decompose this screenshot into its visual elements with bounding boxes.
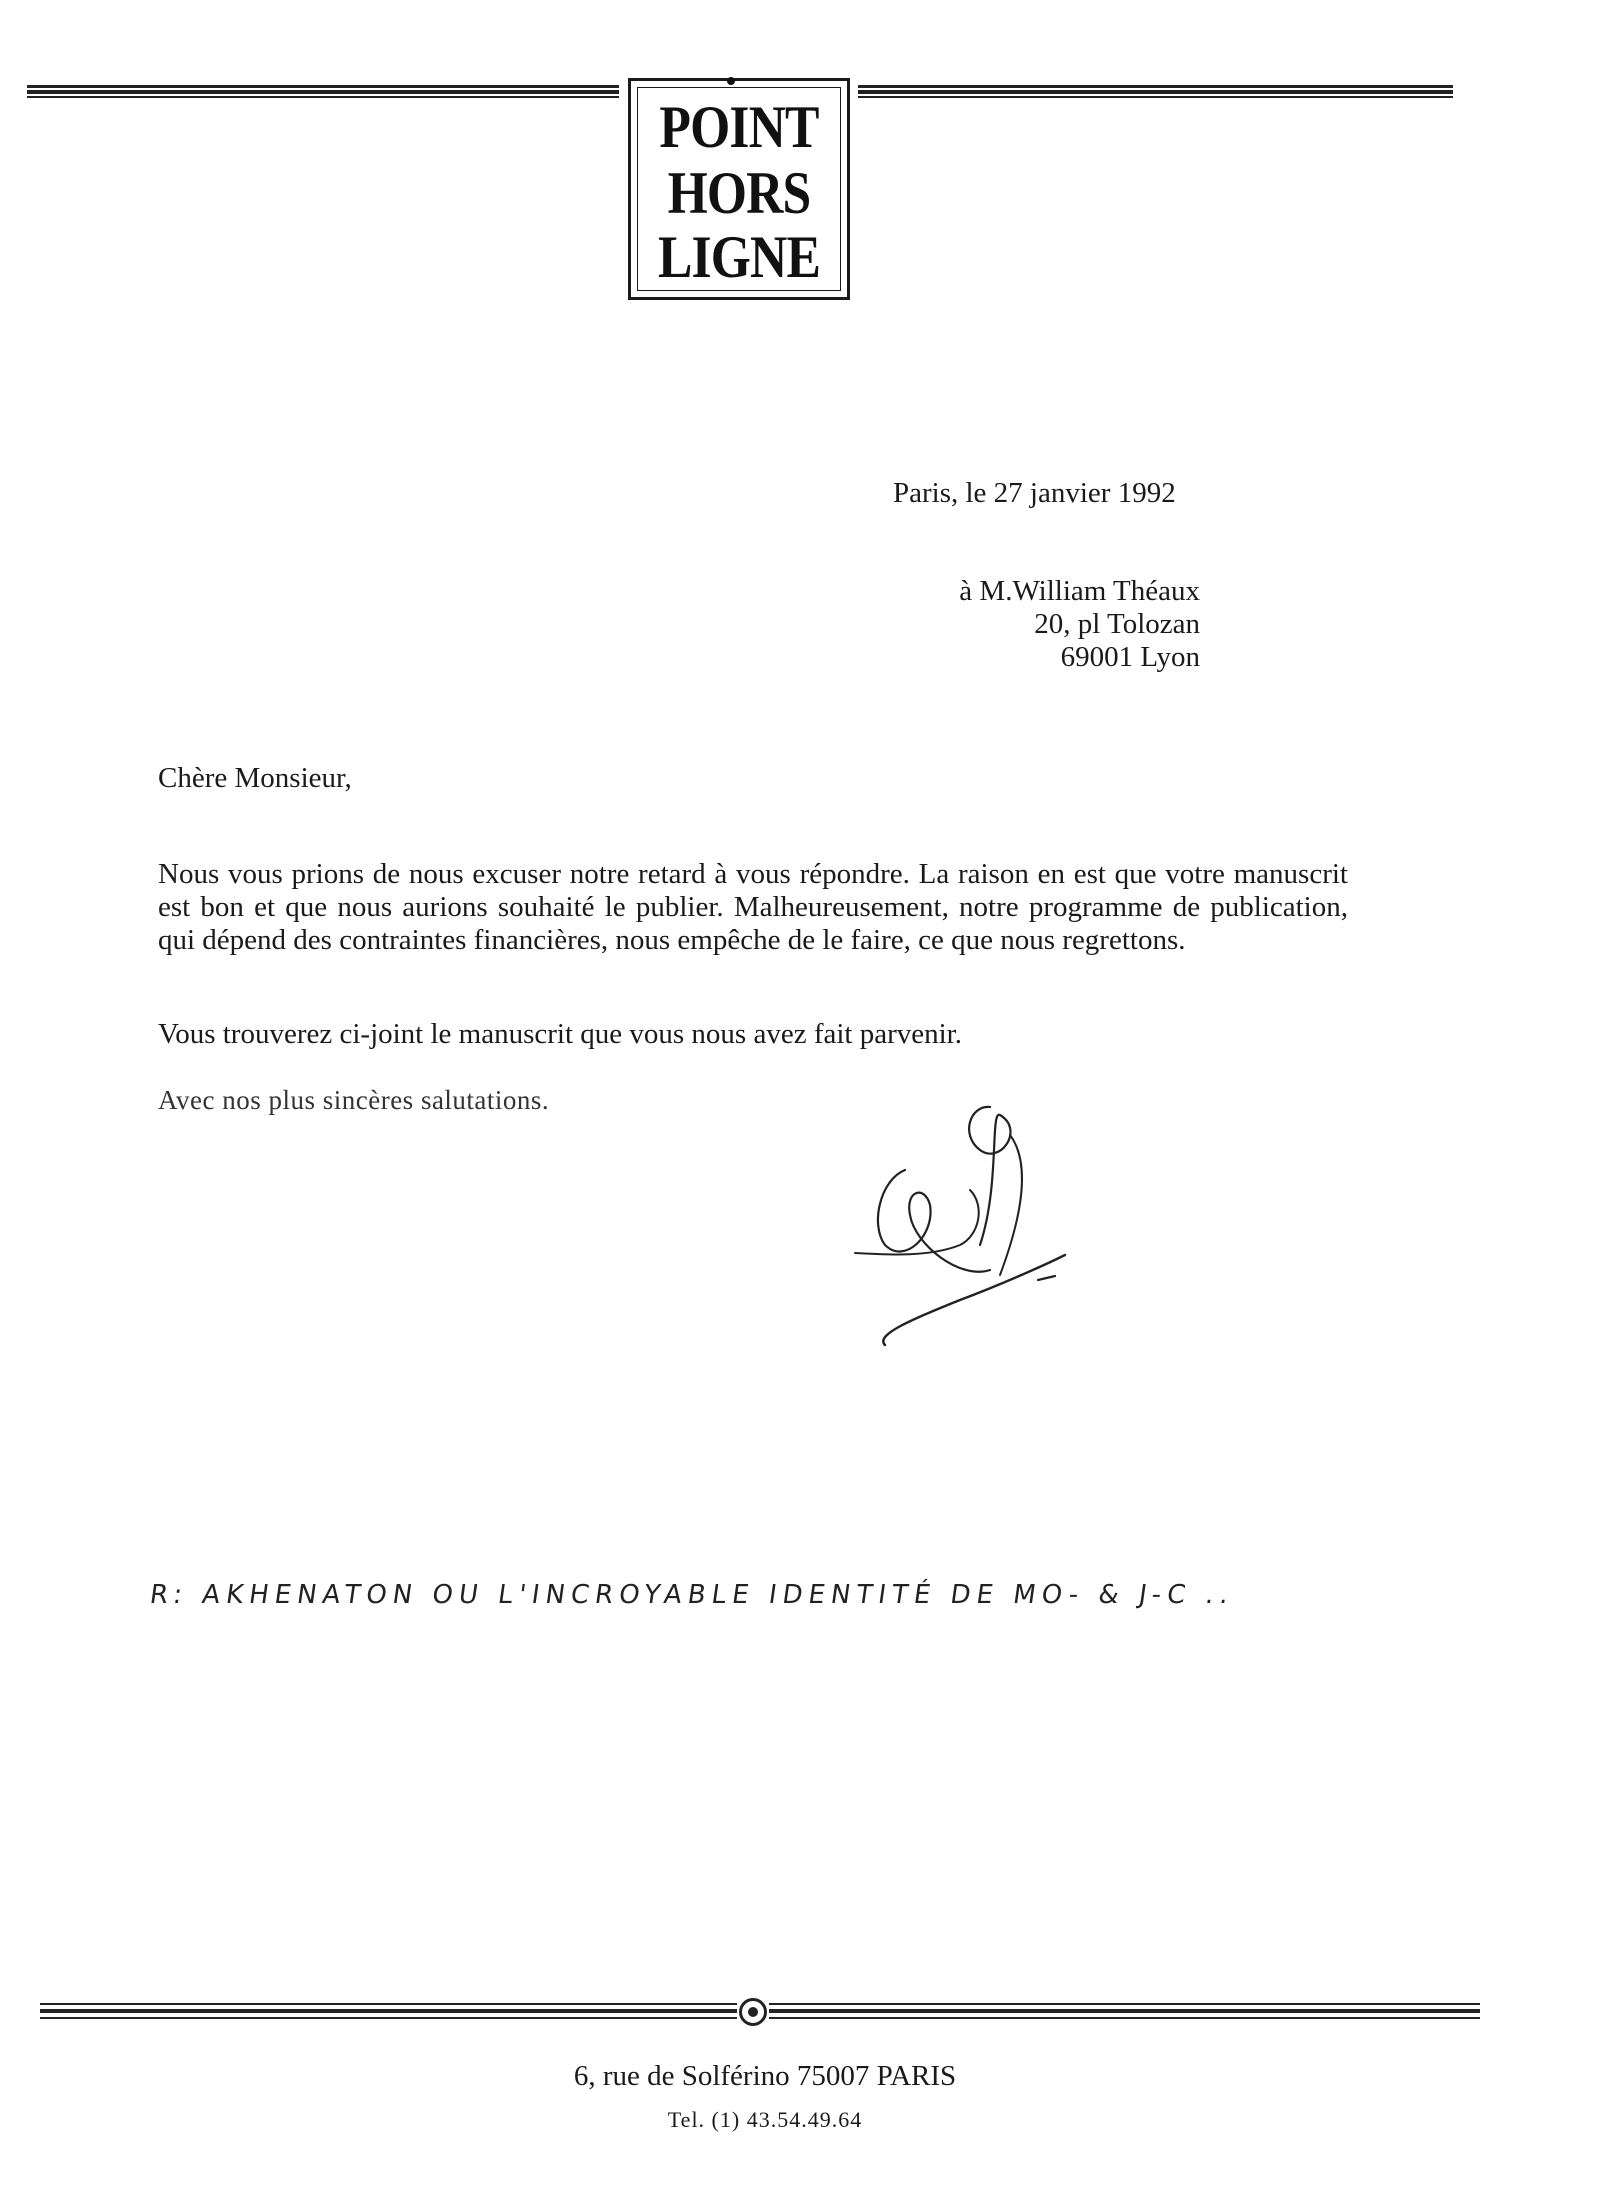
recipient-street: 20, pl Tolozan	[1034, 608, 1200, 640]
footer-telephone: Tel. (1) 43.54.49.64	[667, 2107, 863, 2132]
letter-date: Paris, le 27 janvier 1992	[893, 477, 1176, 509]
logo-word-point: POINT	[659, 94, 819, 160]
publisher-logo	[628, 78, 850, 300]
body-paragraph-2: Vous trouverez ci-joint le manuscrit que vous nous avez fait parvenir.	[158, 1018, 962, 1050]
header-rule-right	[858, 85, 1453, 98]
footer-rule-right	[769, 2003, 1480, 2020]
signature	[850, 1095, 1090, 1355]
body-paragraph-1: Nous vous prions de nous excuser notre retard à vous répondre. La raison en est que votre manuscrit est bon et que nous aurions souhaité le publier. Malheureusement, notre programme de publication, qui dépend des contraintes financières, nous empêche de le faire, ce que nous regrettons.	[158, 858, 1348, 956]
closing-line: Avec nos plus sincères salutations.	[158, 1085, 550, 1115]
handwritten-note: R: AKHENATON OU L'INCROYABLE IDENTITÉ DE MO- & J-C ..	[147, 1580, 1237, 1610]
footer-emblem-icon	[739, 1998, 767, 2026]
recipient-city: 69001 Lyon	[1060, 641, 1200, 673]
footer-address: 6, rue de Solférino 75007 PARIS	[573, 2060, 957, 2092]
salutation: Chère Monsieur,	[158, 762, 352, 794]
recipient-name: à M.William Théaux	[959, 575, 1200, 607]
footer-rule-left	[40, 2003, 737, 2020]
logo-word-hors: HORS	[667, 160, 811, 226]
header-rule-left	[27, 85, 619, 98]
logo-word-ligne: LIGNE	[657, 224, 821, 290]
